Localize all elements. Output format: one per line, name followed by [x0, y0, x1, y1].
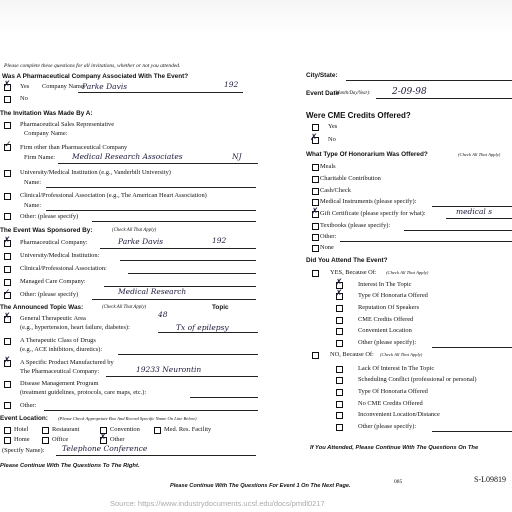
- check-mark-icon: ✗: [3, 236, 11, 246]
- att-yes-note: (Check All That Apply): [386, 270, 429, 275]
- sp-opt3-line: [128, 273, 256, 274]
- no-r6-checkbox[interactable]: [336, 424, 343, 431]
- no-r4: No CME Credits Offered: [358, 400, 423, 407]
- tp-opt5: Other:: [20, 402, 37, 409]
- tp-opt5-line: [44, 410, 258, 411]
- tp-opt1-line: [158, 332, 258, 333]
- att-no-note: (Check All That Apply): [380, 352, 423, 357]
- loc-home: Home: [14, 436, 30, 443]
- inv-opt4: Clinical/Professional Association (e.g., The American Heart Association): [20, 192, 207, 199]
- inv-opt1-checkbox[interactable]: [4, 122, 11, 129]
- sp-opt1-value: Parke Davis: [118, 237, 164, 246]
- attend-heading: Did You Attend The Event?: [306, 257, 388, 264]
- hon-charity: Charitable Contribution: [320, 175, 381, 182]
- hon-textbooks-checkbox[interactable]: [312, 223, 319, 230]
- page-mark: 085: [394, 479, 403, 485]
- tp-opt3-value: 19233 Neurontin: [136, 365, 202, 374]
- inv-opt3-sub: Name:: [24, 179, 42, 186]
- loc-office-checkbox[interactable]: [42, 437, 49, 444]
- tp-opt3-sub: The Pharmaceutical Company:: [20, 368, 100, 375]
- tp-opt3: A Specific Product Manufactured by: [20, 359, 114, 366]
- cme-yes: Yes: [328, 123, 338, 130]
- source-watermark: Source: https://www.industrydocuments.ucsf.edu/docs/pmdl0217: [110, 499, 325, 508]
- no-label: No: [20, 95, 28, 102]
- hon-gift: Gift Certificate (please specify for what):: [320, 210, 426, 217]
- inv-opt4-checkbox[interactable]: [4, 193, 11, 200]
- sp-opt3-checkbox[interactable]: [4, 266, 11, 273]
- yes-r5: Convenient Location: [358, 327, 412, 334]
- doc-id: S-L09819: [474, 475, 506, 484]
- inv-opt5-line: [92, 221, 256, 222]
- att-no: NO, Because Of:: [330, 351, 374, 358]
- hon-gift-value: medical s: [456, 207, 493, 216]
- sp-opt4: Managed Care Company:: [20, 278, 86, 285]
- hon-cash: Cash/Check: [320, 187, 351, 194]
- no-r2: Scheduling Conflict (professional or personal): [358, 376, 477, 383]
- specify-line: [56, 455, 256, 456]
- hon-meals: Meals: [320, 163, 336, 170]
- company-name-code: 192: [224, 80, 239, 89]
- check-mark-icon: ✓: [3, 288, 11, 298]
- company-name-line: [78, 92, 243, 93]
- sponsored-note: (Check All That Apply): [112, 228, 157, 233]
- check-mark-icon: ✗: [3, 312, 11, 322]
- check-mark-icon: ✗: [99, 433, 107, 443]
- event-date-note: (Month/Day/Year):: [334, 91, 371, 96]
- hon-none-checkbox[interactable]: [312, 245, 319, 252]
- inv-opt3-line: [46, 187, 256, 188]
- check-mark-icon: ✗: [3, 356, 11, 366]
- tp-opt1: General Therapeutic Area: [20, 315, 86, 322]
- sp-opt1-line: [100, 248, 256, 249]
- company-name-label: Company Name:: [42, 83, 86, 90]
- event-date-value: 2-09-98: [392, 87, 427, 97]
- loc-hotel-checkbox[interactable]: [4, 427, 11, 434]
- tp-opt5-checkbox[interactable]: [4, 402, 11, 409]
- inv-opt2: Firm other than Pharmaceutical Company: [20, 144, 128, 151]
- hon-cash-checkbox[interactable]: [312, 188, 319, 195]
- attended-note: If You Attended, Please Continue With The Questions On The: [310, 445, 479, 451]
- scan-top-edge: [0, 0, 512, 34]
- hon-textbooks: Textbooks (please specify):: [320, 222, 391, 229]
- yes-r4-checkbox[interactable]: [336, 317, 343, 324]
- location-heading: Event Location:: [0, 415, 48, 422]
- specify-label: (Specify Name):: [2, 447, 45, 454]
- specify-value: Telephone Conference: [62, 444, 148, 453]
- loc-convention: Convention: [110, 426, 140, 433]
- yes-r6: Other (please specify):: [358, 339, 417, 346]
- loc-restaurant: Restaurant: [52, 426, 80, 433]
- hon-other-line: [340, 241, 512, 242]
- sp-opt2-checkbox[interactable]: [4, 253, 11, 260]
- cme-no: No: [328, 136, 336, 143]
- tp-opt2-checkbox[interactable]: [4, 338, 11, 345]
- company-name-value: Parke Davis: [82, 82, 128, 91]
- loc-home-checkbox[interactable]: [4, 437, 11, 444]
- loc-medres: Med. Res. Facility: [164, 426, 212, 433]
- topic-note: (Check All That Apply): [102, 305, 147, 310]
- inv-opt1-sub: Company Name:: [24, 130, 68, 137]
- inv-opt1: Pharmaceutical Sales Representative: [20, 121, 115, 128]
- tp-opt2-line: [118, 354, 258, 355]
- check-mark-icon: ✗: [3, 80, 11, 90]
- yes-r4: CME Credits Offered: [358, 316, 414, 323]
- hon-none: None: [320, 244, 334, 251]
- city-state-line: [346, 80, 512, 81]
- hon-instruments-checkbox[interactable]: [312, 199, 319, 206]
- inv-opt3: University/Medical Institution (e.g., Vanderbilt University): [20, 169, 171, 176]
- tp-opt2-sub: (e.g., ACE inhibitors, diuretics):: [20, 346, 103, 353]
- invitation-heading: The Invitation Was Made By A:: [0, 110, 93, 117]
- q-company-associated: Was A Pharmaceutical Company Associated With The Event?: [2, 73, 189, 80]
- yes-r1: Interest In The Topic: [358, 281, 412, 288]
- no-r5: Inconvenient Location/Distance: [358, 411, 440, 418]
- honorarium-heading: What Type Of Honorarium Was Offered?: [306, 151, 428, 158]
- firm-name-value: Medical Research Associates: [72, 152, 183, 161]
- footer-continue: Please Continue With The Questions For Event 1 On The Next Page.: [170, 483, 351, 489]
- tp-opt1-sub: (e.g., hypertension, heart failure, diabetes):: [20, 324, 130, 331]
- yes-r6-line: [432, 347, 512, 348]
- tp-opt4: Disease Management Program: [20, 380, 99, 387]
- hon-charity-checkbox[interactable]: [312, 176, 319, 183]
- topic-heading: The Announced Topic Was:: [0, 304, 84, 311]
- yes-r5-checkbox[interactable]: [336, 328, 343, 335]
- city-state-label: City/State:: [306, 72, 338, 79]
- check-mark-icon: ✗: [310, 133, 318, 143]
- tp-opt4-sub: (treatment guidelines, protocols, care maps, etc.):: [20, 389, 147, 396]
- hon-other: Other:: [320, 233, 337, 240]
- sp-opt5-value: Medical Research: [118, 287, 187, 296]
- loc-hotel: Hotel: [14, 426, 29, 433]
- sp-opt2: University/Medical Institution:: [20, 252, 100, 259]
- no-r1: Lack Of Interest In The Topic: [358, 365, 435, 372]
- sp-opt2-line: [120, 260, 256, 261]
- hon-other-checkbox[interactable]: [312, 234, 319, 241]
- no-r3-checkbox[interactable]: [336, 389, 343, 396]
- sp-opt5-line: [92, 299, 256, 300]
- firm-name-extra: NJ: [232, 152, 242, 161]
- yes-r3-checkbox[interactable]: [336, 305, 343, 312]
- honorarium-note: (Check All That Apply): [458, 152, 501, 157]
- sp-opt1: Pharmaceutical Company:: [20, 239, 88, 246]
- hon-gift-line: [446, 218, 512, 219]
- tp-opt4-line: [190, 397, 258, 398]
- location-note: (Please Check Appropriate Box And Record Specific Name On Line Below): [58, 416, 197, 421]
- tp-opt1-code: 48: [158, 310, 168, 319]
- yes-label: Yes: [20, 83, 30, 90]
- company-no-checkbox[interactable]: [4, 96, 11, 103]
- tp-opt4-checkbox[interactable]: [4, 381, 11, 388]
- yes-r2: Type Of Honoraria Offered: [358, 292, 428, 299]
- check-mark-icon: ✗: [335, 289, 343, 299]
- att-yes-checkbox[interactable]: [312, 270, 319, 277]
- hon-textbooks-line: [404, 230, 512, 231]
- no-r2-checkbox[interactable]: [336, 377, 343, 384]
- loc-restaurant-checkbox[interactable]: [42, 427, 49, 434]
- inv-opt4-line: [46, 210, 256, 211]
- no-r1-checkbox[interactable]: [336, 366, 343, 373]
- inv-opt3-checkbox[interactable]: [4, 170, 11, 177]
- att-yes: YES, Because Of:: [330, 269, 377, 276]
- hon-meals-checkbox[interactable]: [312, 164, 319, 171]
- loc-office: Office: [52, 436, 69, 443]
- inv-opt5: Other: (please specify): [20, 213, 79, 220]
- sp-opt3: Clinical/Professional Association:: [20, 265, 107, 272]
- inv-opt4-sub: Name:: [24, 202, 42, 209]
- tp-opt1-value: Tx of epilepsy: [176, 323, 229, 332]
- sp-opt5: Other: (please specify): [20, 291, 79, 298]
- topic-column-heading: Topic: [212, 304, 229, 311]
- continue-note: Please Continue With The Questions To The Right.: [0, 463, 140, 469]
- tp-opt2: A Therapeutic Class of Drugs: [20, 337, 96, 344]
- no-r4-checkbox[interactable]: [336, 401, 343, 408]
- check-mark-icon: ✗: [335, 278, 343, 288]
- firm-name-label: Firm Name:: [24, 154, 56, 161]
- check-mark-icon: ✓: [4, 140, 12, 150]
- event-date-label: Event Date: [306, 90, 340, 97]
- cme-yes-checkbox[interactable]: [312, 124, 319, 131]
- event-date-line: [376, 98, 512, 99]
- sp-opt4-checkbox[interactable]: [4, 279, 11, 286]
- yes-r6-checkbox[interactable]: [336, 340, 343, 347]
- no-r5-checkbox[interactable]: [336, 412, 343, 419]
- no-r6: Other (please specify):: [358, 423, 417, 430]
- yes-r3: Reputation Of Speakers: [358, 304, 420, 311]
- loc-medres-checkbox[interactable]: [154, 427, 161, 434]
- sponsored-heading: The Event Was Sponsored By:: [0, 227, 93, 234]
- no-r3: Type Of Honoraria Offered: [358, 388, 428, 395]
- loc-other: Other: [110, 436, 125, 443]
- tp-opt3-line: [106, 376, 258, 377]
- att-no-checkbox[interactable]: [312, 352, 319, 359]
- header-note: Please complete these questions for all invitations, whether or not you attended.: [4, 63, 181, 69]
- inv-opt5-checkbox[interactable]: [4, 213, 11, 220]
- firm-name-line: [58, 163, 258, 164]
- check-mark-icon: ✗: [311, 207, 319, 217]
- sp-opt1-code: 192: [212, 236, 227, 245]
- cme-heading: Were CME Credits Offered?: [306, 111, 411, 120]
- no-r6-line: [432, 431, 512, 432]
- hon-instruments: Medical Instruments (please specify):: [320, 198, 417, 205]
